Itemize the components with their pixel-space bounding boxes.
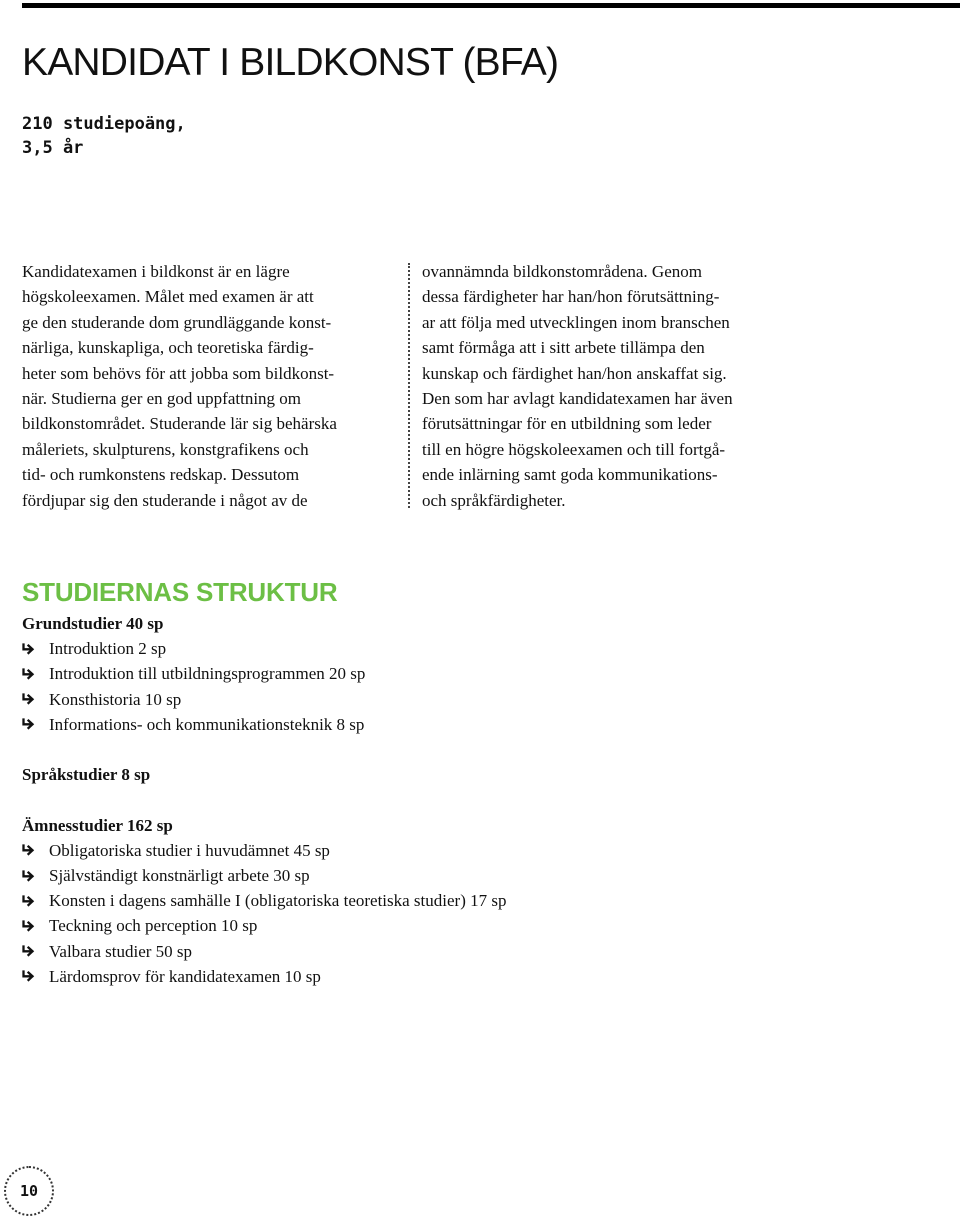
structure-list	[22, 611, 722, 989]
group-spacer	[22, 737, 722, 762]
structure-heading: STUDIERNAS STRUKTUR	[22, 577, 338, 607]
group-heading: Språkstudier 8 sp	[22, 765, 151, 785]
list-item-label: Konsten i dagens samhälle I (obligatoriska teoretiska studier) 17 sp	[49, 891, 507, 911]
list-item-label: Konsthistoria 10 sp	[49, 689, 182, 709]
intro-left-column: Kandidatexamen i bildkonst är en lägre högskoleexamen. Målet med examen är att ge den studerande dom grundläggande konst- närliga, kunskapliga, och teoretiska färdig- heter som behövs för att jobba som bildkonst- när. Studierna ger en god uppfattning om bildkonstområdet. Studerande lär sig behärska måleriets, skulpturens, konstgrafikens och tid- och rumkonstens redskap. Dessutom fördjupar sig den studerande i något av de	[22, 262, 337, 510]
group-heading: Ämnesstudier 162 sp	[22, 815, 173, 835]
arrow-right-icon	[22, 945, 49, 957]
list-item-label: Teckning och perception 10 sp	[49, 916, 258, 936]
list-item	[22, 838, 722, 863]
arrow-right-icon	[22, 920, 49, 932]
list-item-label: Obligatoriska studier i huvudämnet 45 sp	[49, 840, 330, 860]
list-item	[22, 687, 722, 712]
page-number: 10	[19, 1182, 39, 1200]
arrow-right-icon	[22, 643, 49, 655]
list-item	[22, 913, 722, 938]
list-item-label: Självständigt konstnärligt arbete 30 sp	[49, 866, 310, 885]
arrow-right-icon	[22, 693, 49, 705]
list-item	[22, 712, 722, 737]
intro-right-column: ovannämnda bildkonstområdena. Genom dessa färdigheter har han/hon förutsättning- ar att följa med utvecklingen inom branschen samt förmåga att i sitt arbete tillämpa den kunskap och färdighet han/hon anskaffat sig. Den som har avlagt kandidatexamen har även förutsättningar för en utbildning som leder till en högre högskoleexamen och till fortgå- ende inlärning samt goda kommunikations- och språkfärdigheter.	[422, 262, 733, 510]
list-item	[22, 939, 722, 964]
list-item	[22, 964, 722, 989]
list-item	[22, 661, 722, 686]
group-heading: Grundstudier 40 sp	[22, 614, 164, 633]
list-item	[22, 863, 722, 888]
group-spacer	[22, 787, 722, 812]
list-item	[22, 636, 722, 661]
list-item-label: Introduktion 2 sp	[49, 639, 167, 659]
list-item-label: Informations- och kommunikationsteknik 8 sp	[49, 714, 365, 734]
arrow-right-icon	[22, 970, 49, 982]
duration-text: 3,5 år	[22, 138, 84, 158]
group-items	[22, 838, 722, 989]
arrow-right-icon	[22, 895, 49, 907]
top-rule	[22, 3, 960, 8]
credits-text: 210 studiepoäng,	[22, 114, 186, 134]
arrow-right-icon	[22, 668, 49, 680]
page-number-badge	[4, 1166, 54, 1216]
list-item-label: Valbara studier 50 sp	[49, 941, 193, 961]
page-title: KANDIDAT I BILDKONST (BFA)	[22, 41, 559, 84]
arrow-right-icon	[22, 844, 49, 856]
list-item-label: Introduktion till utbildningsprogrammen 20 sp	[49, 664, 366, 684]
list-item	[22, 888, 722, 913]
group-items	[22, 636, 722, 737]
arrow-right-icon	[22, 718, 49, 730]
arrow-right-icon	[22, 870, 49, 882]
column-divider	[408, 263, 410, 508]
list-item-label: Lärdomsprov för kandidatexamen 10 sp	[49, 966, 321, 986]
program-meta	[22, 112, 186, 160]
